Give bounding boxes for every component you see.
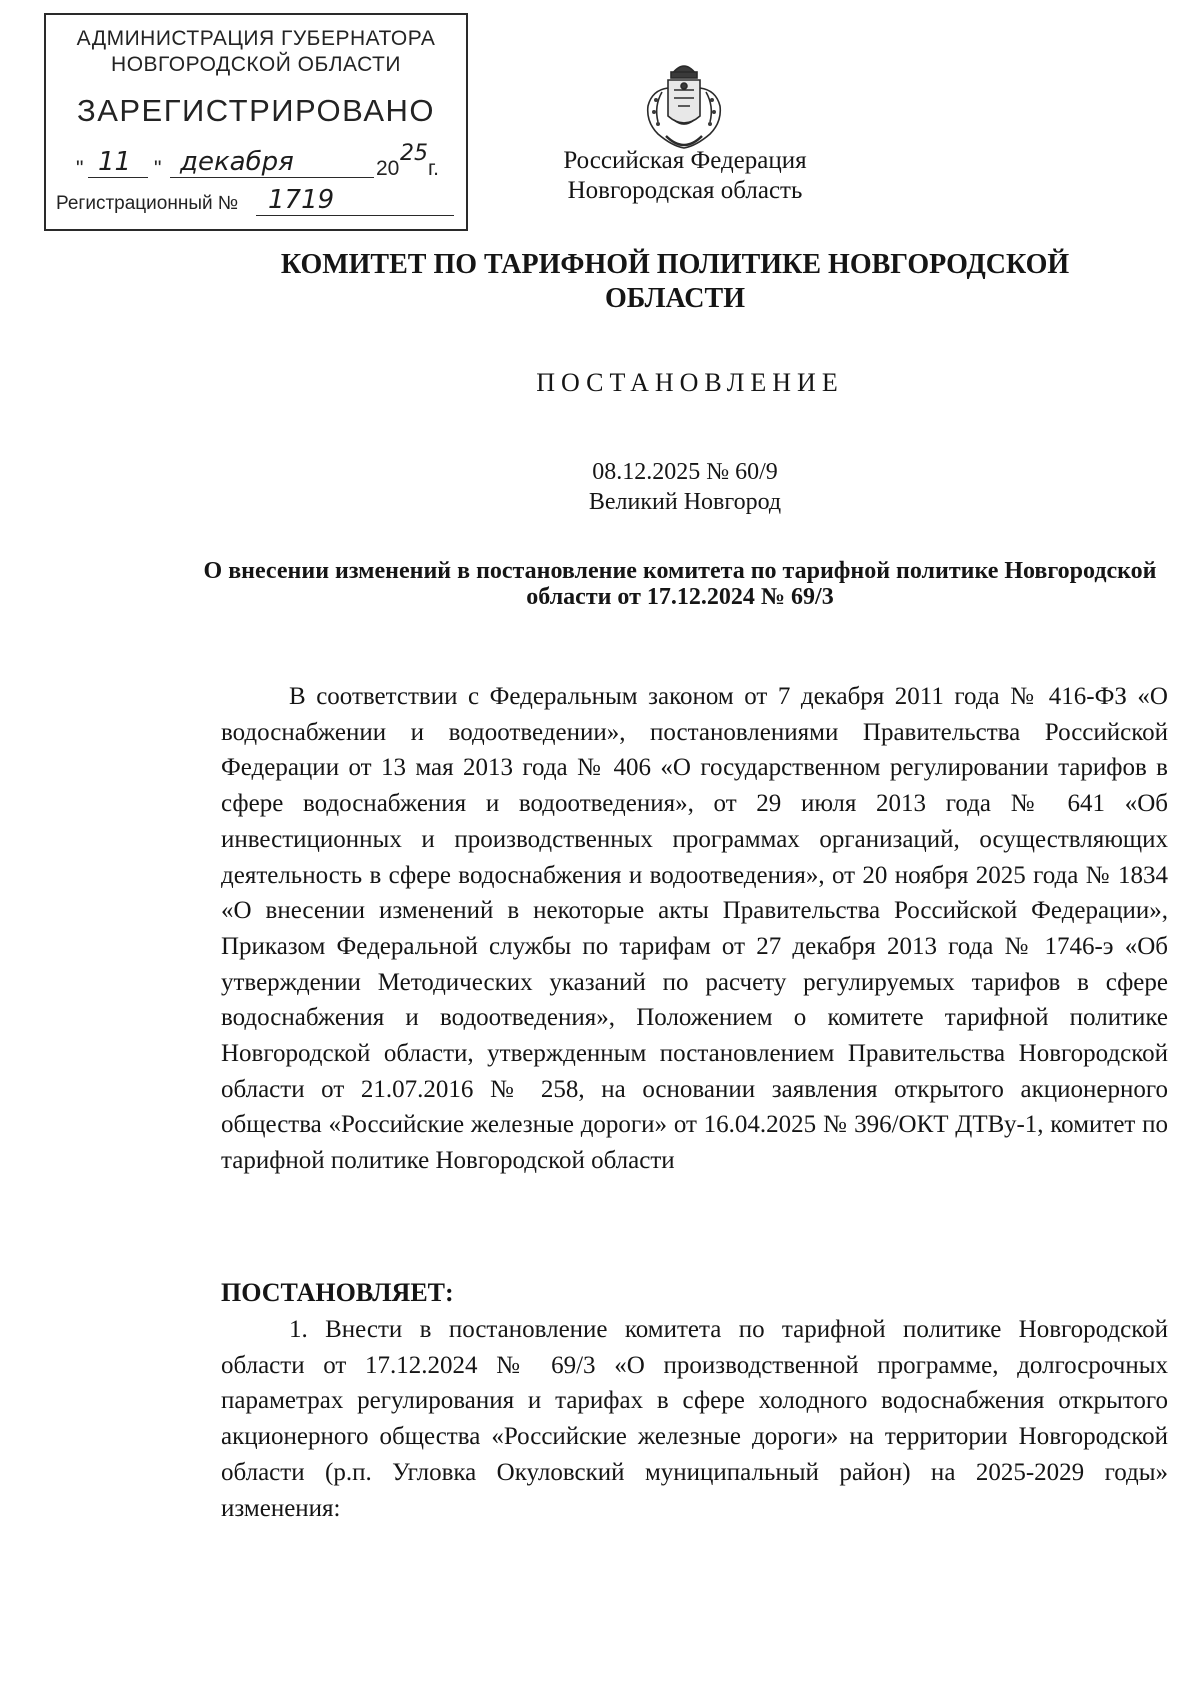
stamp-day: 11 xyxy=(98,147,132,177)
stamp-line-administration: АДМИНИСТРАЦИЯ ГУБЕРНАТОРА xyxy=(76,27,436,50)
stamp-date-line xyxy=(76,141,456,187)
stamp-number-underline xyxy=(256,215,454,216)
committee-title: КОМИТЕТ ПО ТАРИФНОЙ ПОЛИТИКЕ НОВГОРОДСКОЙ ОБЛАСТИ xyxy=(280,249,1070,314)
stamp-registered: ЗАРЕГИСТРИРОВАНО xyxy=(76,93,435,128)
stamp-year-end: г. xyxy=(428,157,439,180)
item-1-paragraph: 1. Внести в постановление комитета по тарифной политике Новгородской области от 17.12.2024 № 69/3 «О производственной программе, долгосрочных параметрах регулирования и тарифах в сфере холодного водоснабжения открытого акционерного общества «Российские железные дороги» на территории Новгородской области (р.п. Угловка Окуловский муниципальный район) на 2025-2029 годы» изменения: xyxy=(221,1316,1168,1522)
country-name: Российская Федерация xyxy=(563,147,807,174)
document-subject: О внесении изменений в постановление комитета по тарифной политике Новгородской области от 17.12.2024 № 69/3 xyxy=(203,558,1157,610)
stamp-month: декабря xyxy=(180,147,294,177)
preamble-paragraph: В соответствии с Федеральным законом от 7 декабря 2011 года № 416-ФЗ «О водоснабжении и водоотведении», постановлениями Правительства Российской Федерации от 13 мая 2013 года № 406 «О государственном регулировании тарифов в сфере водоснабжения и водоотведения», от 29 июля 2013 года № 641 «Об инвестиционных и производственных программах организаций, осуществляющих деятельность в сфере водоснабжения и водоотведения», от 20 ноября 2025 года № 1834 «О внесении изменений в некоторые акты Правительства Российской Федерации», Приказом Федеральной службы по тарифам от 27 декабря 2013 года № 1746-э «Об утверждении Методических указаний по расчету регулируемых тарифов в сфере водоснабжения и водоотведения», Положением о комитете тарифной политике Новгородской области, утвержденным постановлением Правительства Новгородской области от 21.07.2016 № 258, на основании заявления открытого акционерного общества «Российские железные дороги» от 16.04.2025 № 396/ОКТ ДТВу-1, комитет по тарифной политике Новгородской области xyxy=(221,683,1168,1175)
stamp-number-line xyxy=(56,185,466,225)
region-name: Новгородская область xyxy=(567,177,803,204)
stamp-reg-label: Регистрационный № xyxy=(56,193,239,214)
registration-stamp xyxy=(44,13,468,231)
stamp-quote-close: " xyxy=(154,157,162,180)
coat-of-arms-icon xyxy=(638,56,730,158)
stamp-quote-open: " xyxy=(76,157,84,180)
stamp-line-region: НОВГОРОДСКОЙ ОБЛАСТИ xyxy=(111,53,401,76)
document-city: Великий Новгород xyxy=(588,489,782,515)
stamp-year-suffix: 25 xyxy=(400,141,428,166)
document-type: ПОСТАНОВЛЕНИЕ xyxy=(536,368,844,397)
document-date-number: 08.12.2025 № 60/9 xyxy=(592,459,778,485)
stamp-day-underline xyxy=(88,177,148,178)
stamp-year-prefix: 20 xyxy=(376,157,400,180)
stamp-reg-number: 1719 xyxy=(268,185,335,215)
decree-heading: ПОСТАНОВЛЯЕТ: xyxy=(221,1278,454,1307)
stamp-month-underline xyxy=(170,177,374,178)
